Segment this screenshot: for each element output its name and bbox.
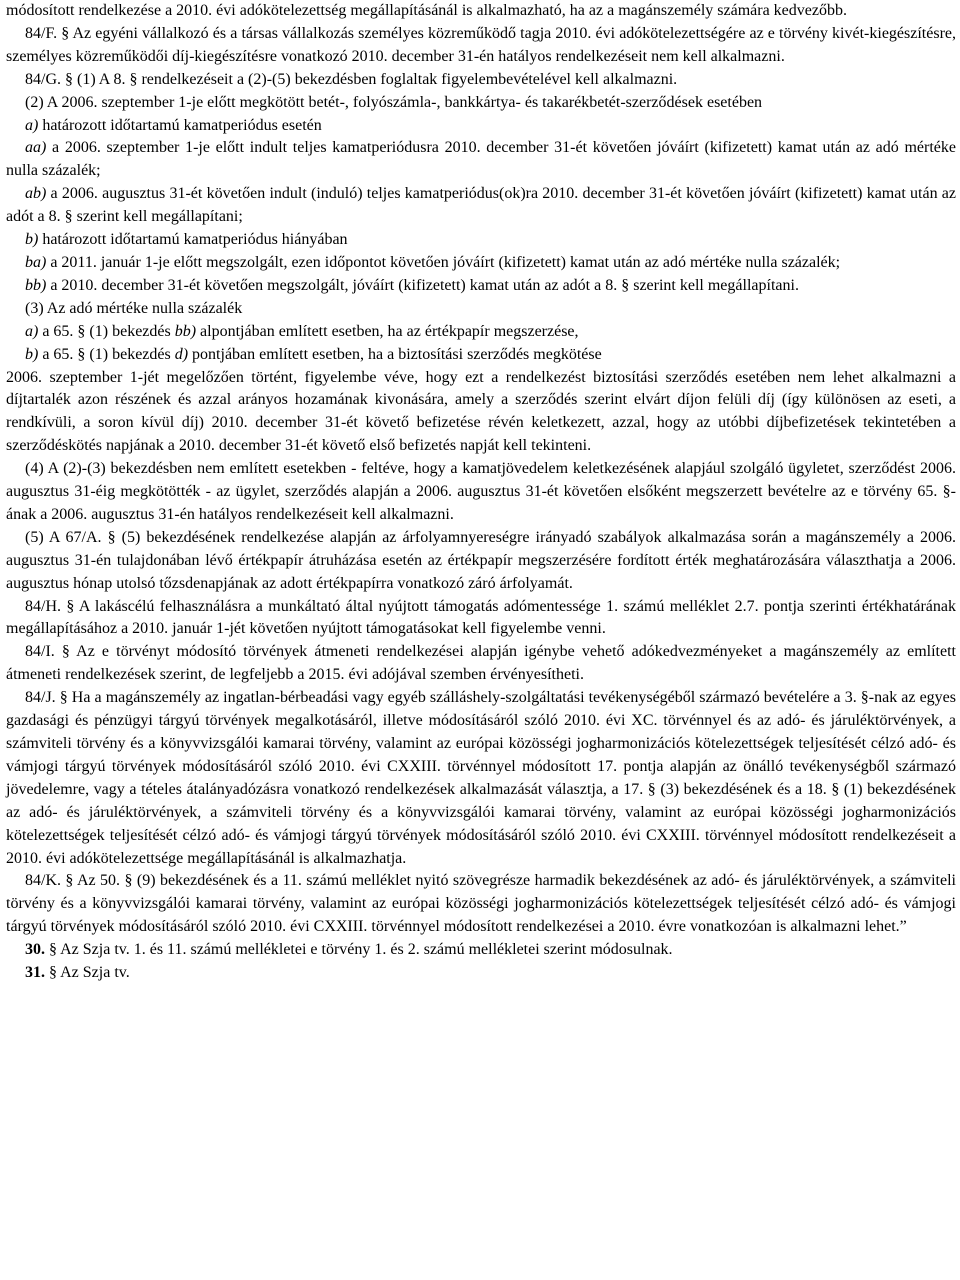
paragraph-text: alpontjában említett esetben, ha az értékpapír megszerzése, (196, 322, 579, 340)
paragraph (6, 687, 956, 870)
paragraph-text: (4) A (2)-(3) bekezdésben nem említett esetekben - feltéve, hogy a kamatjövedelem keletkezésének alapjául szolgáló ügyletet, szerződést 2006. augusztus 31-éig megkötötték - az ügylet, szerződés alapján a 2006. augusztus 31-ét követően elsőként megszerzett bevételre az e törvény 65. §-ának a 2006. augusztus 31-én hatályos rendelkezéseit kell alkalmazni. (6, 460, 956, 523)
paragraph-text: (3) Az adó mértéke nulla százalék (25, 299, 243, 317)
paragraph (6, 275, 956, 298)
paragraph-text: § Az Szja tv. (45, 964, 130, 982)
paragraph-text: a 65. § (1) bekezdés (38, 322, 175, 340)
paragraph (6, 0, 956, 23)
paragraph (6, 641, 956, 687)
item-label: bb) (25, 276, 47, 294)
paragraph-text: 84/H. § A lakáscélú felhasználásra a munkáltató által nyújtott támogatás adómentessége 1. számú melléklet 2.7. pontja szerinti értékhatárának megállapításához a 2010. január 1-jét követően nyújtott támogatásokat kell figyelembe venni. (6, 597, 956, 638)
section-number: 30. (25, 941, 45, 959)
paragraph-text: a 2010. december 31-ét követően megszolgált, jóváírt (kifizetett) kamat után az adót a 8. § szerint kell megállapítani. (46, 276, 799, 294)
item-label: ab) (25, 185, 47, 203)
paragraph (6, 458, 956, 527)
item-label: a) (25, 322, 39, 340)
paragraph (6, 252, 956, 275)
paragraph-text: határozott időtartamú kamatperiódus hiányában (38, 231, 348, 249)
paragraph (6, 298, 956, 321)
paragraph (6, 183, 956, 229)
paragraph-text: (2) A 2006. szeptember 1-je előtt megkötött betét-, folyószámla-, bankkártya- és takarékbetét-szerződések esetében (25, 93, 763, 111)
paragraph-text: 84/K. § Az 50. § (9) bekezdésének és a 11. számú melléklet nyitó szövegrésze harmadik bekezdésének az adó- és járuléktörvények, a számviteli törvény és a könyvvizsgálói kamarai törvény, valamint az európai közösségi jogharmonizációs kötelezettségek teljesítését célzó adó- és vámjogi tárgyú törvények módosításáról szóló 2010. évi CXXIII. törvénnyel módosított rendelkezései a 2010. évre vonatkozóan is alkalmazni lehet.” (6, 872, 956, 936)
paragraph-text: határozott időtartamú kamatperiódus esetén (38, 116, 322, 134)
paragraph-text: a 65. § (1) bekezdés (38, 345, 175, 363)
paragraph-text: 84/J. § Ha a magánszemély az ingatlan-bérbeadási vagy egyéb szálláshely-szolgáltatási tevékenységéből származó bevételére a 3. §-nak az egyes gazdasági és pénzügyi tárgyú törvények megalkotásáról, illetve módosításáról szóló 2010. évi XC. törvénnyel és az adó- és járuléktörvények, a számviteli törvény és a könyvvizsgálói kamarai törvény, valamint az európai közösségi jogharmonizációs kötelezettségek teljesítését célzó adó- és vámjogi tárgyú törvények módosításáról szóló 2010. évi CXXIII. törvénnyel módosított 17. pontja alapján az önálló tevékenységből származó jövedelemre, vagy a tételes átalányadózásra vonatkozó rendelkezések alkalmazását választja, a 17. § (3) bekezdésének és a 18. § (1) bekezdésének az adó- és járuléktörvények, a számviteli törvény és a könyvvizsgálói kamarai törvény, valamint az európai közösségi jogharmonizációs kötelezettségek teljesítését célzó adó- és vámjogi tárgyú törvények módosításáról szóló 2010. évi CXXIII. törvénnyel módosított rendelkezéseit a 2010. évi adókötelezettsége megállapításánál is alkalmazhatja. (6, 689, 956, 867)
paragraph (6, 344, 956, 367)
paragraph-text: 2006. szeptember 1-jét megelőzően történt, figyelembe véve, hogy ezt a rendelkezést biztosítási szerződés esetében nem lehet alkalmazni a díjtartalék azon részének és azzal arányos hozamának kivonására, amely a szerződés szerint elvárt díjon felüli díj (így különösen az eseti, a rendkívüli, a soron kívül díj) 2010. december 31-ét követő befizetése révén keletkezett, azzal, hogy az utóbbi díjbefizetések tekintetében a szerződéskötés napjának a 2010. december 31-ét követő első befizetés napját kell tekinteni. (6, 368, 956, 455)
paragraph (6, 115, 956, 138)
item-label: b) (25, 231, 39, 249)
section-number: 31. (25, 964, 45, 982)
paragraph (6, 92, 956, 115)
paragraph (6, 321, 956, 344)
paragraph-text: módosított rendelkezése a 2010. évi adókötelezettség megállapításánál is alkalmazható, ha az a magánszemély számára kedvezőbb. (6, 2, 847, 19)
paragraph (6, 229, 956, 252)
paragraph (6, 137, 956, 183)
item-label: ba) (25, 253, 47, 271)
paragraph (6, 527, 956, 596)
paragraph-text: 84/G. § (1) A 8. § rendelkezéseit a (2)-(5) bekezdésben foglaltak figyelembevételével kell alkalmazni. (25, 70, 678, 88)
paragraph (6, 69, 956, 92)
paragraph (6, 870, 956, 939)
paragraph (6, 939, 956, 962)
paragraph-text: (5) A 67/A. § (5) bekezdésének rendelkezése alapján az árfolyamnyereségre irányadó szabályok alkalmazása során a magánszemély a 2006. augusztus 31-én tulajdonában lévő értékpapír átruházása esetén az értékpapír megszerzésére fordított érték meghatározására választhatja a 2006. augusztus hónap utolsó tőzsdenapjának az adott értékpapírra vonatkozó záró árfolyamát. (6, 528, 956, 592)
paragraph-text: a 2011. január 1-je előtt megszolgált, ezen időpontot követően jóváírt (kifizetett) kamat után az adó mértéke nulla százalék; (46, 253, 841, 271)
document-page (6, 0, 956, 985)
paragraph-text: a 2006. szeptember 1-je előtt indult teljes kamatperiódusra 2010. december 31-ét követően jóváírt (kifizetett) kamat után az adó mértéke nulla százalék; (6, 139, 956, 180)
item-label: aa) (25, 139, 47, 157)
paragraph (6, 23, 956, 69)
item-label: d) (174, 345, 189, 363)
paragraph (6, 962, 956, 985)
paragraph (6, 596, 956, 642)
paragraph-text: 84/I. § Az e törvényt módosító törvények átmeneti rendelkezései alapján igénybe vehető adókedvezményeket a magánszemély az említett átmeneti rendelkezések szerint, de legfeljebb a 2015. évi adójával szemben érvényesítheti. (6, 643, 956, 684)
paragraph (6, 367, 956, 459)
item-label: b) (25, 345, 39, 363)
paragraph-text: 84/F. § Az egyéni vállalkozó és a társas vállalkozás személyes közreműködő tagja 2010. évi adókötelezettségére az e törvény kivét-kiegészítésre, személyes közreműködői díj-kiegészítésre vonatkozó 2010. december 31-én hatályos rendelkezéseit nem kell alkalmazni. (6, 24, 956, 65)
paragraph-text: § Az Szja tv. 1. és 11. számú mellékletei e törvény 1. és 2. számú mellékletei szerint módosulnak. (45, 941, 673, 959)
paragraph-text: a 2006. augusztus 31-ét követően indult (induló) teljes kamatperiódus(ok)ra 2010. december 31-ét követően jóváírt (kifizetett) kamat után az adót a 8. § szerint kell megállapítani; (6, 185, 956, 226)
item-label: a) (25, 116, 39, 134)
item-label: bb) (174, 322, 197, 340)
paragraph-text: pontjában említett esetben, ha a biztosítási szerződés megkötése (188, 345, 602, 363)
